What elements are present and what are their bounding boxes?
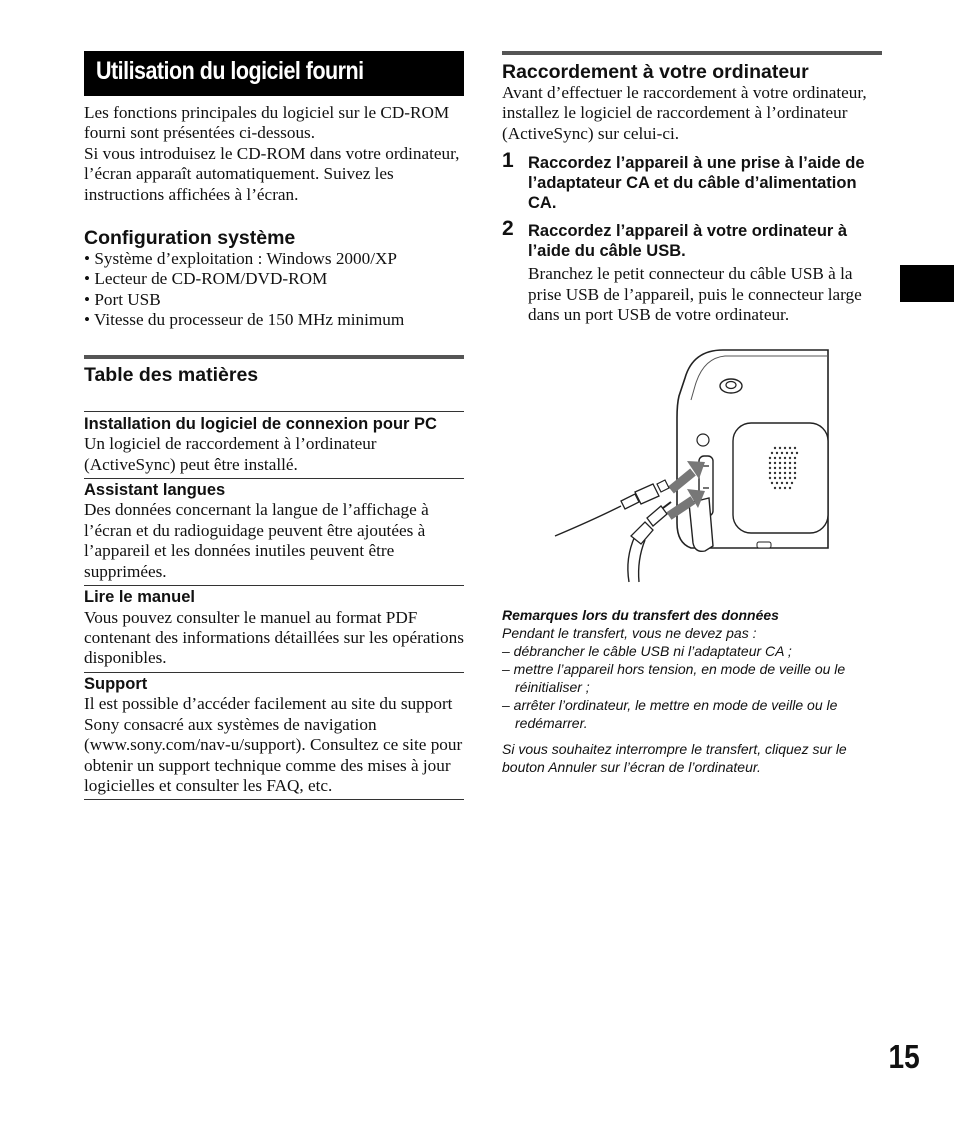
notes-block <box>502 606 887 776</box>
list-item: – arrêter l’ordinateur, le mettre en mode de veille ou le redémarrer. <box>502 697 838 731</box>
toc-entry-title: Support <box>84 674 148 693</box>
list-item: – mettre l’appareil hors tension, en mode de veille ou le réinitialiser ; <box>502 661 846 695</box>
step-title: Raccordez l’appareil à une prise à l’aide de l’adaptateur CA et du câble d’alimentation CA. <box>528 154 865 213</box>
section-divider <box>84 355 464 359</box>
config-heading: Configuration système <box>84 227 296 250</box>
toc-entry <box>84 673 464 797</box>
step-number: 2 <box>502 217 514 241</box>
connection-intro: Avant d’effectuer le raccordement à votre ordinateur, installez le logiciel de raccordement à l’ordinateur (ActiveSync) sur celui-ci. <box>502 83 867 143</box>
toc-entry-text: Des données concernant la langue de l’affichage à l’écran et du radioguidage peuvent être ajoutées à l’appareil et les données inutiles peuvent être supprimées. <box>84 500 429 581</box>
list-item: • Port USB <box>84 289 161 309</box>
intro-paragraph: Les fonctions principales du logiciel sur le CD-ROM fourni sont présentées ci-dessous. <box>84 103 450 143</box>
toc-entry-text: Vous pouvez consulter le manuel au format PDF contenant des informations détaillées sur les opérations disponibles. <box>84 607 464 668</box>
toc-entry <box>84 412 464 475</box>
list-item: • Système d’exploitation : Windows 2000/XP <box>84 249 397 269</box>
toc-heading: Table des matières <box>84 363 259 386</box>
notes-list <box>502 642 887 732</box>
list-item: – débrancher le câble USB ni l’adaptateur CA ; <box>502 643 792 659</box>
step-item <box>502 149 882 213</box>
usb-connection-illustration <box>553 348 833 583</box>
connection-heading: Raccordement à votre ordinateur <box>502 61 809 83</box>
step-text: Branchez le petit connecteur du câble USB à la prise USB de l’appareil, puis le connecteur large dans un port USB de votre ordinateur. <box>528 264 862 325</box>
toc-entry-title: Lire le manuel <box>84 588 195 607</box>
list-item: • Vitesse du processeur de 150 MHz minimum <box>84 310 405 330</box>
toc-entry-title: Installation du logiciel de connexion pour PC <box>84 414 437 433</box>
toc-entry-text: Un logiciel de raccordement à l’ordinateur (ActiveSync) peut être installé. <box>84 434 377 474</box>
notes-footer: Si vous souhaitez interrompre le transfert, cliquez sur le bouton Annuler sur l’écran de l’ordinateur. <box>502 741 847 775</box>
intro-block <box>84 103 464 205</box>
page-title: Utilisation du logiciel fourni <box>96 57 364 85</box>
toc-entry <box>84 479 464 582</box>
config-list <box>84 249 464 331</box>
notes-title: Remarques lors du transfert des données <box>502 607 779 623</box>
device-usb-connection-illustration-icon <box>553 348 833 583</box>
intro-paragraph: Si vous introduisez le CD-ROM dans votre ordinateur, l’écran apparaît automatiquement. Suivez les instructions affichées à l’écran. <box>84 143 460 204</box>
step-item <box>502 217 882 325</box>
toc-entry <box>84 586 464 669</box>
page-number: 15 <box>888 1038 920 1075</box>
step-title: Raccordez l’appareil à votre ordinateur à l’aide du câble USB. <box>528 222 848 261</box>
notes-lead: Pendant le transfert, vous ne devez pas : <box>502 625 757 641</box>
section-tab-marker <box>900 265 954 302</box>
toc-entry-title: Assistant langues <box>84 480 226 499</box>
page-title-bar <box>84 51 464 96</box>
left-column <box>84 51 464 800</box>
toc-divider <box>84 799 464 800</box>
step-number: 1 <box>502 149 514 173</box>
list-item: • Lecteur de CD-ROM/DVD-ROM <box>84 269 328 289</box>
toc-entry-text: Il est possible d’accéder facilement au site du support Sony consacré aux systèmes de navigation (www.sony.com/nav-u/support). Consultez ce site pour obtenir un support technique comme des mises à jour logicielles et consulter les FAQ, etc. <box>84 694 463 795</box>
right-column <box>502 51 882 325</box>
section-divider <box>502 51 882 55</box>
